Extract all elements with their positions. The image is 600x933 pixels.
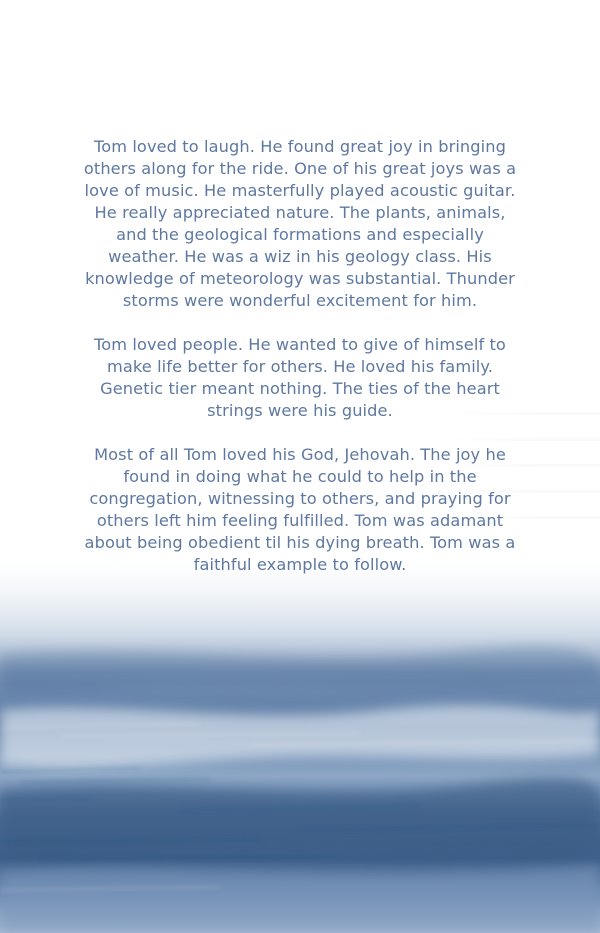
- text-line: love of music. He masterfully played acoustic guitar.: [84, 181, 516, 200]
- text-line: found in doing what he could to help in the: [123, 467, 477, 486]
- text-line: faithful example to follow.: [193, 555, 407, 574]
- text-line: and the geological formations and especially: [116, 225, 484, 244]
- text-line: make life better for others. He loved his family.: [107, 357, 493, 376]
- text-line: others left him feeling fulfilled. Tom was adamant: [96, 511, 504, 530]
- text-line: about being obedient til his dying breath. Tom was a: [84, 533, 516, 552]
- text-line: Most of all Tom loved his God, Jehovah. The joy he: [94, 445, 506, 464]
- text-line: Tom loved people. He wanted to give of himself to: [94, 335, 506, 354]
- text-line: He really appreciated nature. The plants, animals,: [94, 203, 506, 222]
- paragraph-2: [40, 334, 560, 422]
- text-line: storms were wonderful excitement for him.: [122, 291, 478, 310]
- watercolor-background: [0, 560, 600, 933]
- paragraph-3: [40, 444, 560, 576]
- text-line: knowledge of meteorology was substantial. Thunder: [85, 269, 515, 288]
- text-line: strings were his guide.: [207, 401, 393, 420]
- tribute-text: [40, 136, 560, 598]
- paragraph-1: [40, 136, 560, 312]
- text-line: weather. He was a wiz in his geology class. His: [108, 247, 492, 266]
- text-line: Genetic tier meant nothing. The ties of the heart: [100, 379, 500, 398]
- text-line: Tom loved to laugh. He found great joy in bringing: [93, 137, 506, 156]
- text-line: congregation, witnessing to others, and praying for: [89, 489, 511, 508]
- text-line: others along for the ride. One of his great joys was a: [83, 159, 517, 178]
